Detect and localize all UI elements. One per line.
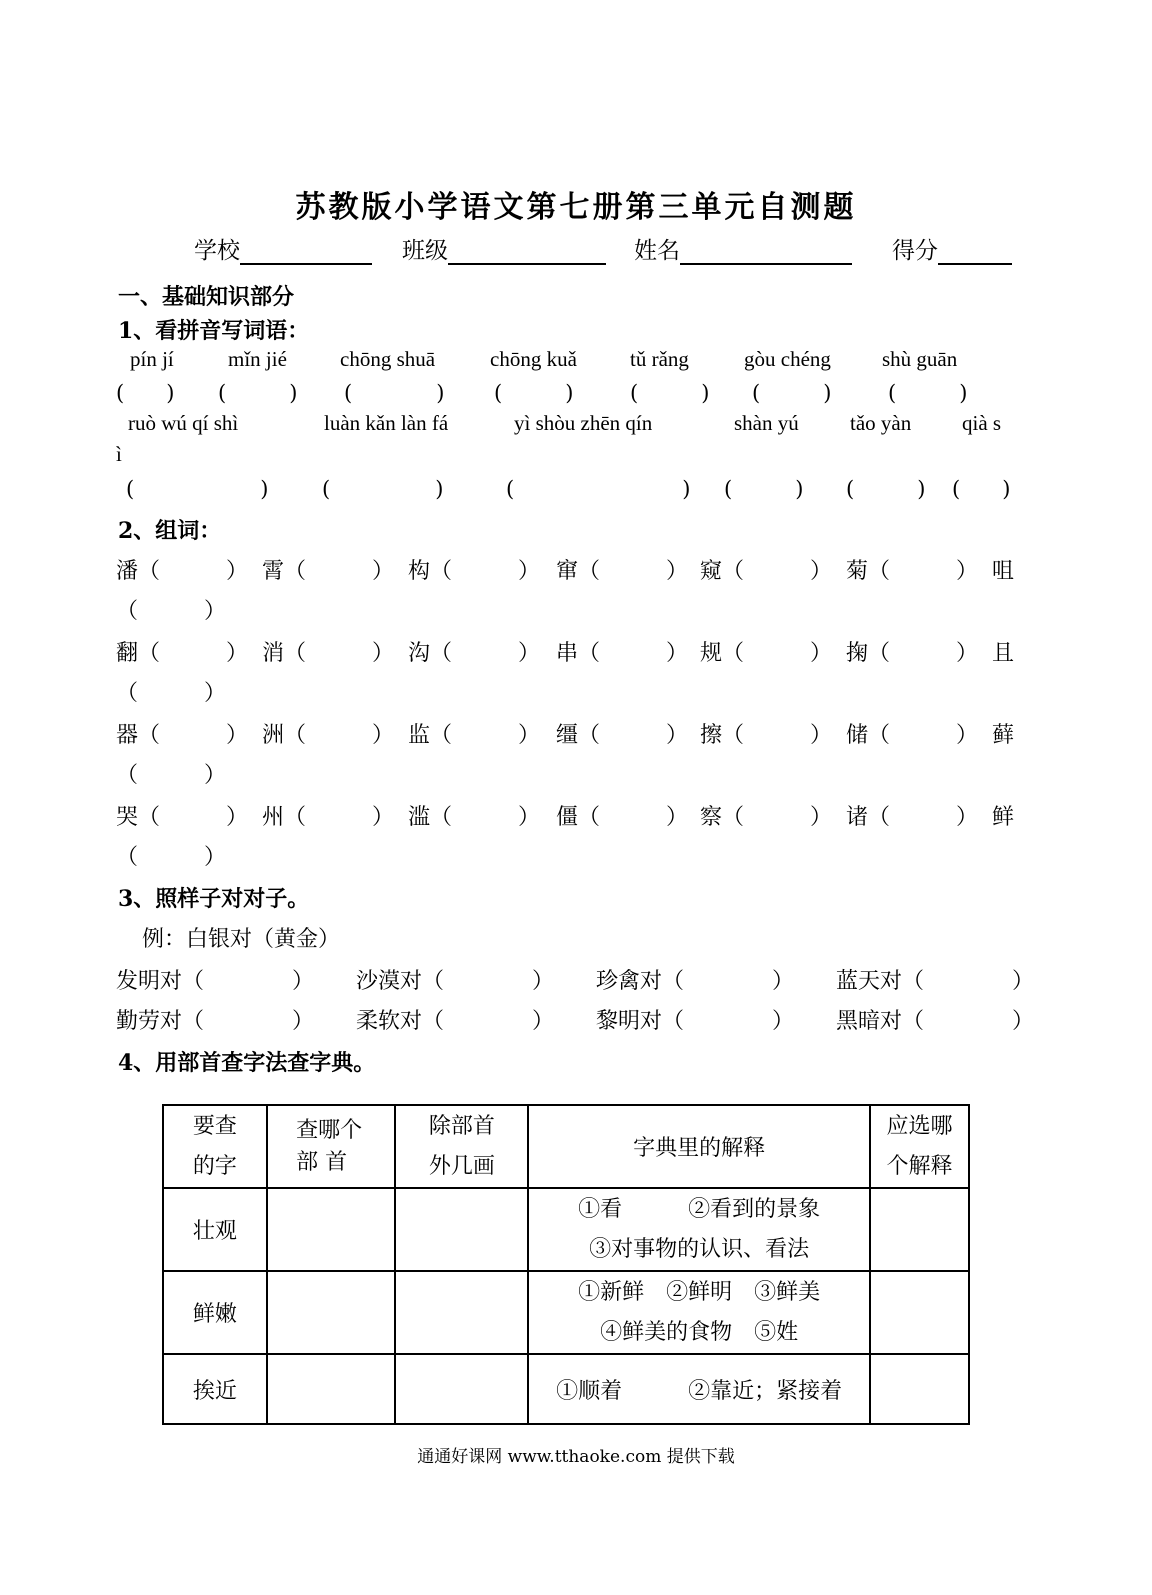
answer-box[interactable]: ( ) — [322, 477, 444, 501]
word-group-item: 擦（ ） — [700, 723, 833, 748]
pinyin-item: tǎo yàn — [850, 411, 912, 435]
couplet-item: 发明对（ ） — [116, 969, 315, 994]
word-group-item: 潘（ ） — [116, 559, 249, 584]
word-group-item: 滥（ ） — [408, 805, 541, 830]
word-group-item: 诸（ ） — [846, 805, 979, 830]
word-group-item: 构（ ） — [408, 559, 541, 584]
word-group-item: 缰（ ） — [556, 723, 689, 748]
class-blank[interactable] — [448, 237, 606, 265]
pinyin-item: shù guān — [882, 347, 958, 371]
answer-box[interactable]: ( ) — [888, 381, 968, 405]
couplet-item: 沙漠对（ ） — [356, 969, 555, 994]
word-group-item: 窥（ ） — [700, 559, 833, 584]
table-header: 字典里的解释 — [528, 1105, 870, 1188]
table-header: 查哪个部 首 — [267, 1105, 396, 1188]
couplet-item: 蓝天对（ ） — [836, 969, 1035, 994]
score-blank[interactable] — [938, 237, 1012, 265]
word-group-item: 僵（ ） — [556, 805, 689, 830]
lookup-word: 壮观 — [163, 1188, 267, 1271]
score-field — [892, 232, 1012, 265]
section-heading: 一、基础知识部分 — [118, 284, 295, 310]
page-title: 苏教版小学语文第七册第三单元自测题 — [295, 190, 857, 225]
word-group-item: 串（ ） — [556, 641, 689, 666]
table-header: 应选哪个解释 — [870, 1105, 969, 1188]
word-group-item: 菊（ ） — [846, 559, 979, 584]
name-label: 姓名 — [634, 238, 680, 264]
word-group-item: 哭（ ） — [116, 805, 249, 830]
answer-box[interactable]: （ ） — [116, 599, 227, 624]
answer-box[interactable]: ( ) — [752, 381, 832, 405]
answer-box[interactable]: ( ) — [344, 381, 445, 405]
word-group-item: 藓 — [992, 723, 1015, 748]
pinyin-item: ruò wú qí shì — [128, 411, 239, 435]
word-group-item: 沟（ ） — [408, 641, 541, 666]
definition-cell: ①新鲜 ②鲜明 ③鲜美 ④鲜美的食物 ⑤姓 — [528, 1271, 870, 1354]
word-group-item: 消（ ） — [262, 641, 395, 666]
word-group-item: 储（ ） — [846, 723, 979, 748]
radical-cell[interactable] — [267, 1354, 396, 1424]
answer-box[interactable]: ( ) — [846, 477, 926, 501]
pinyin-item: shàn yú — [734, 411, 799, 435]
answer-box[interactable]: ( ) — [126, 477, 269, 501]
answer-box[interactable]: （ ） — [116, 845, 227, 870]
stroke-count-cell[interactable] — [395, 1271, 528, 1354]
class-field — [402, 232, 606, 265]
example-text: 例：白银对（黄金） — [142, 927, 341, 952]
word-group-item: 察（ ） — [700, 805, 833, 830]
table-header: 要查的字 — [163, 1105, 267, 1188]
q1-title: 1、看拼音写词语： — [118, 318, 310, 344]
pinyin-item: ì — [116, 442, 122, 466]
footer-text: 通通好课网 www.tthaoke.com 提供下载 — [417, 1447, 735, 1467]
pinyin-item: mǐn jié — [228, 347, 287, 371]
word-group-item: 监（ ） — [408, 723, 541, 748]
couplet-item: 勤劳对（ ） — [116, 1009, 315, 1034]
pinyin-item: chōng shuā — [340, 347, 436, 371]
answer-box[interactable]: ( ) — [630, 381, 710, 405]
couplet-item: 柔软对（ ） — [356, 1009, 555, 1034]
answer-box[interactable]: ( ) — [952, 477, 1011, 501]
answer-box[interactable]: ( ) — [724, 477, 804, 501]
pinyin-item: gòu chéng — [744, 347, 831, 371]
couplet-item: 黎明对（ ） — [596, 1009, 795, 1034]
answer-box[interactable]: ( ) — [116, 381, 175, 405]
school-label: 学校 — [194, 238, 240, 264]
lookup-word: 挨近 — [163, 1354, 267, 1424]
radical-cell[interactable] — [267, 1271, 396, 1354]
lookup-word: 鲜嫩 — [163, 1271, 267, 1354]
word-group-item: 器（ ） — [116, 723, 249, 748]
dictionary-table — [162, 1104, 970, 1425]
pinyin-item: qià s — [962, 411, 1002, 435]
word-group-item: 州（ ） — [262, 805, 395, 830]
name-blank[interactable] — [680, 237, 852, 265]
answer-box[interactable]: ( ) — [506, 477, 691, 501]
pinyin-item: yì shòu zhēn qín — [514, 411, 653, 435]
word-group-item: 窜（ ） — [556, 559, 689, 584]
couplet-item: 珍禽对（ ） — [596, 969, 795, 994]
table-row — [163, 1188, 969, 1271]
stroke-count-cell[interactable] — [395, 1188, 528, 1271]
couplet-item: 黑暗对（ ） — [836, 1009, 1035, 1034]
word-group-item: 鲜 — [992, 805, 1015, 830]
word-group-item: 霄（ ） — [262, 559, 395, 584]
answer-box[interactable]: （ ） — [116, 763, 227, 788]
table-row — [163, 1271, 969, 1354]
answer-box[interactable]: （ ） — [116, 681, 227, 706]
word-group-item: 掬（ ） — [846, 641, 979, 666]
word-group-item: 且 — [992, 641, 1015, 666]
definition-cell: ①顺着 ②靠近；紧接着 — [528, 1354, 870, 1424]
answer-cell[interactable] — [870, 1354, 969, 1424]
q2-title: 2、组词： — [118, 518, 222, 544]
answer-box[interactable]: ( ) — [494, 381, 574, 405]
score-label: 得分 — [892, 238, 938, 264]
stroke-count-cell[interactable] — [395, 1354, 528, 1424]
school-field — [194, 232, 372, 265]
definition-cell: ①看 ②看到的景象 ③对事物的认识、看法 — [528, 1188, 870, 1271]
word-group-item: 规（ ） — [700, 641, 833, 666]
pinyin-item: chōng kuǎ — [490, 347, 577, 371]
school-blank[interactable] — [240, 237, 372, 265]
table-row — [163, 1354, 969, 1424]
radical-cell[interactable] — [267, 1188, 396, 1271]
q3-title: 3、照样子对对子。 — [118, 886, 310, 912]
answer-box[interactable]: ( ) — [218, 381, 298, 405]
pinyin-item: pín jí — [130, 347, 174, 371]
name-field — [634, 232, 852, 265]
q4-title: 4、用部首查字法查字典。 — [118, 1050, 376, 1076]
word-group-item: 洲（ ） — [262, 723, 395, 748]
class-label: 班级 — [402, 238, 448, 264]
answer-cell[interactable] — [870, 1271, 969, 1354]
pinyin-item: luàn kǎn làn fá — [324, 411, 449, 435]
pinyin-item: tǔ rǎng — [630, 347, 689, 371]
answer-cell[interactable] — [870, 1188, 969, 1271]
word-group-item: 咀 — [992, 559, 1015, 584]
word-group-item: 翻（ ） — [116, 641, 249, 666]
table-header: 除部首外几画 — [395, 1105, 528, 1188]
